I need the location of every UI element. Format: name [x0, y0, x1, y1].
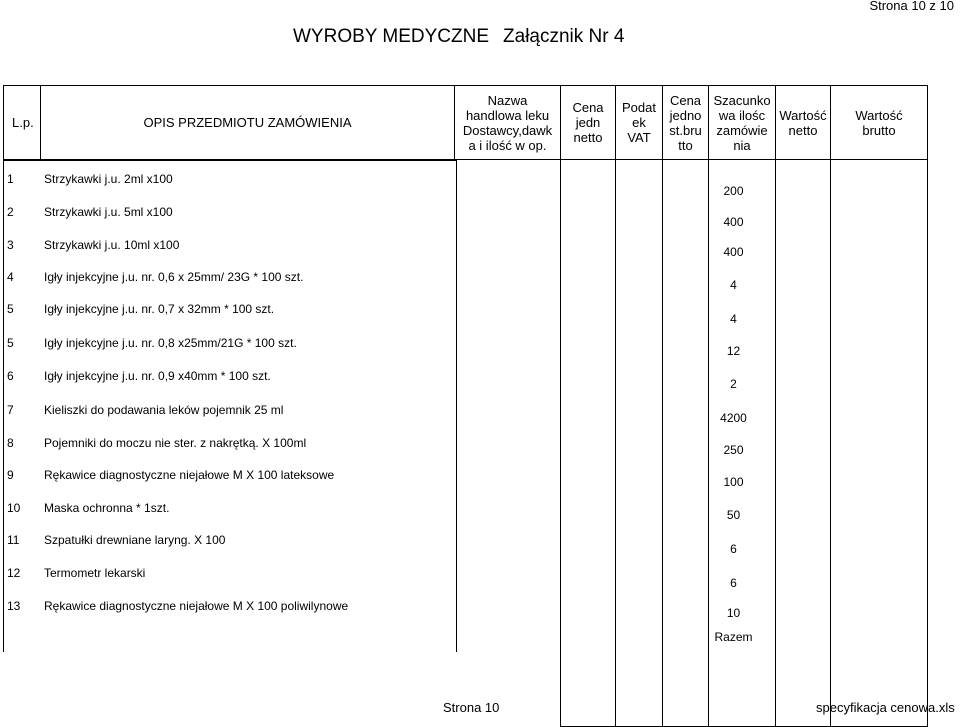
- header-podatek: [616, 86, 663, 160]
- document-title: [293, 26, 624, 48]
- row-quantity: 250: [723, 443, 744, 457]
- row-number: 7: [7, 403, 14, 417]
- row-description: Rękawice diagnostyczne niejałowe M X 100 lateksowe: [44, 468, 335, 482]
- table-header-row: [4, 86, 928, 160]
- razem-label: Razem: [714, 630, 753, 644]
- divider-line: [3, 160, 4, 652]
- row-number: 10: [7, 501, 21, 515]
- row-quantity: 400: [723, 245, 744, 259]
- body-wartosc-brutto-column: [831, 160, 928, 727]
- row-description: Igły injekcyjne j.u. nr. 0,8 x25mm/21G * 100 szt.: [44, 336, 297, 350]
- header-wartosc-brutto: [831, 86, 928, 160]
- footer-file: specyfikacja cenowa.xls: [816, 700, 955, 715]
- header-lp: L.p.: [4, 86, 41, 160]
- row-description: Pojemniki do moczu nie ster. z nakrętką. X 100ml: [44, 436, 307, 450]
- body-cena-netto-column: [561, 160, 616, 727]
- header-cena-netto-line: jedn: [575, 115, 601, 130]
- header-cena-brutto-line: Cena: [669, 92, 702, 108]
- header-wartosc-netto: [776, 86, 831, 160]
- row-number: 5: [7, 336, 14, 350]
- header-nazwa: [455, 86, 561, 160]
- row-description: Igły injekcyjne j.u. nr. 0,7 x 32mm * 100 szt.: [44, 302, 275, 316]
- row-description: Igły injekcyjne j.u. nr. 0,6 x 25mm/ 23G * 100 szt.: [44, 270, 304, 284]
- header-nazwa-line: a i ilość w op.: [468, 137, 547, 153]
- header-cena-brutto-line: jedno: [669, 107, 702, 123]
- header-cena-netto-line: Cena: [572, 100, 604, 115]
- row-number: 8: [7, 436, 14, 450]
- header-wartosc-brutto-line: brutto: [862, 122, 896, 138]
- divider-line: [3, 160, 456, 161]
- row-description: Igły injekcyjne j.u. nr. 0,9 x40mm * 100 szt.: [44, 369, 271, 383]
- header-cena-brutto-line: tto: [678, 137, 693, 153]
- header-wartosc-netto-line: netto: [788, 122, 818, 138]
- row-number: 13: [7, 599, 21, 613]
- row-description: Maska ochronna * 1szt.: [44, 501, 170, 515]
- row-quantity: 4: [730, 278, 737, 292]
- row-description: Szpatułki drewniane laryng. X 100: [44, 533, 226, 547]
- row-description: Strzykawki j.u. 2ml x100: [44, 172, 173, 186]
- divider-line: [456, 160, 457, 652]
- row-quantity: 4: [730, 312, 737, 326]
- header-podatek-line: VAT: [627, 130, 651, 145]
- header-cena-brutto-line: st.bru: [669, 122, 702, 138]
- title-right: Załącznik Nr 4: [503, 26, 625, 47]
- header-podatek-line: Podat: [622, 100, 656, 115]
- row-number: 1: [7, 172, 14, 186]
- row-number: 6: [7, 369, 14, 383]
- row-quantity: 2: [730, 377, 737, 391]
- row-quantity: 6: [730, 542, 737, 556]
- body-podatek-column: [616, 160, 663, 727]
- header-nazwa-line: handlowa leku: [465, 107, 550, 123]
- row-quantity: 400: [723, 215, 744, 229]
- page-number: Strona 10 z 10: [869, 0, 954, 13]
- row-number: 9: [7, 468, 14, 482]
- row-number: 11: [7, 533, 20, 547]
- row-quantity: 4200: [720, 411, 747, 425]
- header-cena-brutto: [663, 86, 709, 160]
- header-cena-netto: [561, 86, 616, 160]
- row-quantity: 50: [726, 508, 741, 522]
- row-quantity: 10: [726, 606, 741, 620]
- row-number: 2: [7, 205, 14, 219]
- header-podatek-line: ek: [632, 115, 646, 130]
- header-wartosc-netto-line: Wartość: [779, 107, 827, 123]
- title-left: WYROBY MEDYCZNE: [293, 26, 490, 47]
- header-szacunkowa-line: nia: [733, 137, 751, 153]
- header-szacunkowa-line: Szacunko: [713, 92, 771, 108]
- row-quantity: 6: [730, 576, 737, 590]
- row-description: Kieliszki do podawania leków pojemnik 25 ml: [44, 403, 284, 417]
- row-number: 3: [7, 238, 14, 252]
- header-szacunkowa-line: wa ilośc: [718, 107, 766, 123]
- header-wartosc-brutto-line: Wartość: [855, 107, 903, 123]
- header-opis: OPIS PRZEDMIOTU ZAMÓWIENIA: [41, 86, 455, 160]
- row-description: Strzykawki j.u. 10ml x100: [44, 238, 180, 252]
- row-description: Strzykawki j.u. 5ml x100: [44, 205, 173, 219]
- row-description: Rękawice diagnostyczne niejałowe M X 100 poliwilynowe: [44, 599, 349, 613]
- row-number: 4: [7, 270, 14, 284]
- row-quantity: 200: [723, 184, 744, 198]
- row-number: 5: [7, 302, 14, 316]
- header-cena-netto-line: netto: [573, 130, 603, 145]
- footer-page: Strona 10: [443, 700, 500, 715]
- row-quantity: 12: [726, 344, 741, 358]
- header-szacunkowa-ilosc: [709, 86, 776, 160]
- row-description: Termometr lekarski: [44, 566, 146, 580]
- header-nazwa-line: Dostawcy,dawk: [462, 122, 553, 138]
- header-nazwa-line: Nazwa: [487, 92, 528, 108]
- row-number: 12: [7, 566, 21, 580]
- row-quantity: 100: [723, 475, 744, 489]
- header-szacunkowa-line: zamówie: [716, 122, 768, 138]
- body-wartosc-netto-column: [776, 160, 831, 727]
